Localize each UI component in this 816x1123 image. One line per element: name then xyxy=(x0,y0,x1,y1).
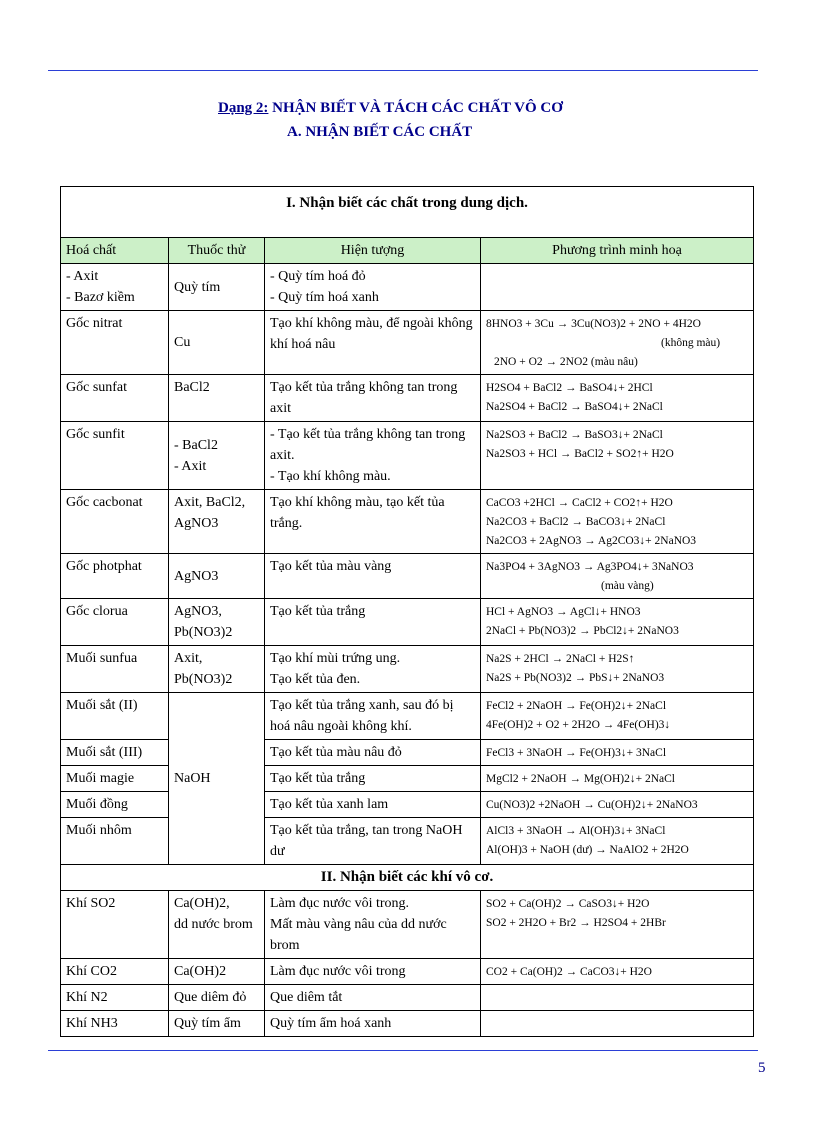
cell-phenomenon: Tạo kết tủa màu nâu đỏ xyxy=(265,740,481,766)
cell-equation: H2SO4 + BaCl2 → BaSO4↓+ 2HCl xyxy=(486,382,653,394)
table-row xyxy=(61,818,754,865)
cell-reagent: BaCl2 xyxy=(169,375,265,422)
cell-equation: MgCl2 + 2NaOH → Mg(OH)2↓+ 2NaCl xyxy=(481,766,754,792)
table-row xyxy=(61,740,754,766)
table-row xyxy=(61,646,754,693)
table-row xyxy=(61,985,754,1011)
cell-reagent: Ca(OH)2 xyxy=(169,959,265,985)
cell-reagent: Quỳ tím xyxy=(169,264,265,311)
cell-reagent: AgNO3 xyxy=(169,554,265,599)
table-row xyxy=(61,599,754,646)
cell-phenomenon: Que diêm tắt xyxy=(265,985,481,1011)
cell-chemical: Gốc sunfit xyxy=(61,422,169,490)
table-row xyxy=(61,264,754,311)
cell-equation: Na2SO4 + BaCl2 → BaSO4↓+ 2NaCl xyxy=(486,401,663,413)
title-main: NHẬN BIẾT VÀ TÁCH CÁC CHẤT VÔ CƠ xyxy=(268,100,563,116)
table-row xyxy=(61,1011,754,1037)
cell-phenomenon: Làm đục nước vôi trong xyxy=(265,959,481,985)
table-row xyxy=(61,490,754,554)
cell-chemical: Muối đồng xyxy=(61,792,169,818)
cell-chemical: - Axit xyxy=(66,269,99,284)
cell-equation: 2NO + O2 → 2NO2 (màu nâu) xyxy=(494,356,638,368)
cell-phenomenon: - Tạo kết tủa trắng không tan trong axit. xyxy=(270,427,466,463)
cell-phenomenon: Tạo kết tủa đen. xyxy=(270,672,361,687)
cell-chemical: Muối sắt (III) xyxy=(61,740,169,766)
cell-reagent: Cu xyxy=(169,311,265,375)
cell-equation: Na3PO4 + 3AgNO3 → Ag3PO4↓+ 3NaNO3 xyxy=(486,561,694,573)
cell-equation: 8HNO3 + 3Cu → 3Cu(NO3)2 + 2NO + 4H2O xyxy=(486,318,701,330)
table-row xyxy=(61,891,754,959)
cell-reagent: Pb(NO3)2 xyxy=(174,625,233,640)
cell-phenomenon: Tạo kết tủa màu vàng xyxy=(265,554,481,599)
cell-equation: Al(OH)3 + NaOH (dư) → NaAlO2 + 2H2O xyxy=(486,844,689,856)
cell-reagent: dd nước brom xyxy=(174,917,253,932)
table-row xyxy=(61,375,754,422)
cell-equation-note: (không màu) xyxy=(661,337,721,349)
cell-equation: Na2S + Pb(NO3)2 → PbS↓+ 2NaNO3 xyxy=(486,672,665,684)
cell-reagent: Axit, BaCl2, xyxy=(174,495,246,510)
identification-table xyxy=(60,186,754,1037)
col-header-reagent: Thuốc thử xyxy=(169,238,265,264)
table-row xyxy=(61,959,754,985)
cell-phenomenon: Tạo kết tủa trắng xyxy=(265,766,481,792)
cell-equation: 4Fe(OH)2 + O2 + 2H2O → 4Fe(OH)3↓ xyxy=(486,719,671,731)
table-row xyxy=(61,311,754,375)
section-1-heading: I. Nhận biết các chất trong dung dịch. xyxy=(61,187,754,238)
page-title xyxy=(0,100,816,117)
cell-reagent: Quỳ tím ẩm xyxy=(169,1011,265,1037)
cell-chemical: Khí N2 xyxy=(61,985,169,1011)
cell-chemical: Muối nhôm xyxy=(61,818,169,865)
cell-phenomenon: Tạo kết tủa xanh lam xyxy=(265,792,481,818)
cell-equation: CaCO3 +2HCl → CaCl2 + CO2↑+ H2O xyxy=(486,497,673,509)
cell-phenomenon: Tạo kết tủa trắng xanh, sau đó bị hoá nâu ngoài không khí. xyxy=(265,693,481,740)
cell-chemical: Khí CO2 xyxy=(61,959,169,985)
top-rule xyxy=(48,70,758,71)
cell-phenomenon: Tạo kết tủa trắng, tan trong NaOH dư xyxy=(265,818,481,865)
title-prefix: Dạng 2: xyxy=(218,100,269,116)
cell-chemical: Khí SO2 xyxy=(61,891,169,959)
cell-equation: Na2SO3 + BaCl2 → BaSO3↓+ 2NaCl xyxy=(486,429,663,441)
cell-chemical: - Bazơ kiềm xyxy=(66,290,135,305)
col-header-phenomenon: Hiện tượng xyxy=(265,238,481,264)
cell-chemical: Gốc photphat xyxy=(61,554,169,599)
bottom-rule xyxy=(48,1050,758,1051)
cell-phenomenon: Tạo khí không màu, để ngoài không khí hoá nâu xyxy=(265,311,481,375)
cell-phenomenon: Tạo khí mùi trứng ung. xyxy=(270,651,401,666)
cell-equation: CO2 + Ca(OH)2 → CaCO3↓+ H2O xyxy=(481,959,754,985)
table-row xyxy=(61,792,754,818)
cell-chemical: Muối sunfua xyxy=(61,646,169,693)
table-row xyxy=(61,766,754,792)
cell-equation: Na2CO3 + BaCl2 → BaCO3↓+ 2NaCl xyxy=(486,516,666,528)
col-header-equation: Phương trình minh hoạ xyxy=(481,238,754,264)
cell-chemical: Gốc clorua xyxy=(61,599,169,646)
cell-chemical: Khí NH3 xyxy=(61,1011,169,1037)
cell-reagent: AgNO3, xyxy=(174,604,222,619)
cell-phenomenon: Tạo kết tủa trắng không tan trong axit xyxy=(265,375,481,422)
cell-phenomenon: Mất màu vàng nâu của dd nước brom xyxy=(270,917,447,953)
cell-reagent: Axit, xyxy=(174,651,203,666)
cell-equation: 2NaCl + Pb(NO3)2 → PbCl2↓+ 2NaNO3 xyxy=(486,625,679,637)
cell-equation: AlCl3 + 3NaOH → Al(OH)3↓+ 3NaCl xyxy=(486,825,666,837)
cell-equation: FeCl3 + 3NaOH → Fe(OH)3↓+ 3NaCl xyxy=(481,740,754,766)
cell-reagent: Ca(OH)2, xyxy=(174,896,230,911)
page-number: 5 xyxy=(758,1060,766,1076)
cell-equation: SO2 + 2H2O + Br2 → H2SO4 + 2HBr xyxy=(486,917,666,929)
cell-reagent: - Axit xyxy=(174,458,207,474)
table-row xyxy=(61,422,754,490)
cell-reagent-naoh: NaOH xyxy=(169,693,265,865)
cell-equation: Na2CO3 + 2AgNO3 → Ag2CO3↓+ 2NaNO3 xyxy=(486,535,697,547)
cell-reagent: - BaCl2 xyxy=(174,437,218,453)
cell-phenomenon: - Quỳ tím hoá đỏ xyxy=(270,269,366,284)
cell-phenomenon: Làm đục nước vôi trong. xyxy=(270,896,410,911)
cell-equation: Na2SO3 + HCl → BaCl2 + SO2↑+ H2O xyxy=(486,448,674,460)
cell-equation: Na2S + 2HCl → 2NaCl + H2S↑ xyxy=(486,653,635,665)
cell-equation-note: (màu vàng) xyxy=(601,580,654,592)
cell-reagent: Pb(NO3)2 xyxy=(174,672,233,687)
cell-phenomenon: - Quỳ tím hoá xanh xyxy=(270,290,379,305)
cell-phenomenon: Quỳ tím ẩm hoá xanh xyxy=(265,1011,481,1037)
cell-chemical: Muối sắt (II) xyxy=(61,693,169,740)
table-row xyxy=(61,693,754,740)
cell-phenomenon: Tạo khí không màu, tạo kết tủa trắng. xyxy=(265,490,481,554)
page-subtitle: A. NHẬN BIẾT CÁC CHẤT xyxy=(287,124,473,140)
cell-chemical: Gốc cacbonat xyxy=(61,490,169,554)
cell-reagent: Que diêm đỏ xyxy=(169,985,265,1011)
table-header xyxy=(61,238,754,264)
cell-equation: HCl + AgNO3 → AgCl↓+ HNO3 xyxy=(486,606,641,618)
col-header-chemical: Hoá chất xyxy=(61,238,169,264)
cell-chemical: Muối magie xyxy=(61,766,169,792)
table-row xyxy=(61,554,754,599)
cell-equation: Cu(NO3)2 +2NaOH → Cu(OH)2↓+ 2NaNO3 xyxy=(481,792,754,818)
cell-phenomenon: Tạo kết tủa trắng xyxy=(265,599,481,646)
cell-chemical: Gốc sunfat xyxy=(61,375,169,422)
cell-phenomenon: - Tạo khí không màu. xyxy=(270,469,391,484)
section-2-heading: II. Nhận biết các khí vô cơ. xyxy=(61,865,754,891)
cell-equation: FeCl2 + 2NaOH → Fe(OH)2↓+ 2NaCl xyxy=(486,700,667,712)
cell-chemical: Gốc nitrat xyxy=(61,311,169,375)
cell-reagent: AgNO3 xyxy=(174,516,219,531)
cell-equation: SO2 + Ca(OH)2 → CaSO3↓+ H2O xyxy=(486,898,650,910)
